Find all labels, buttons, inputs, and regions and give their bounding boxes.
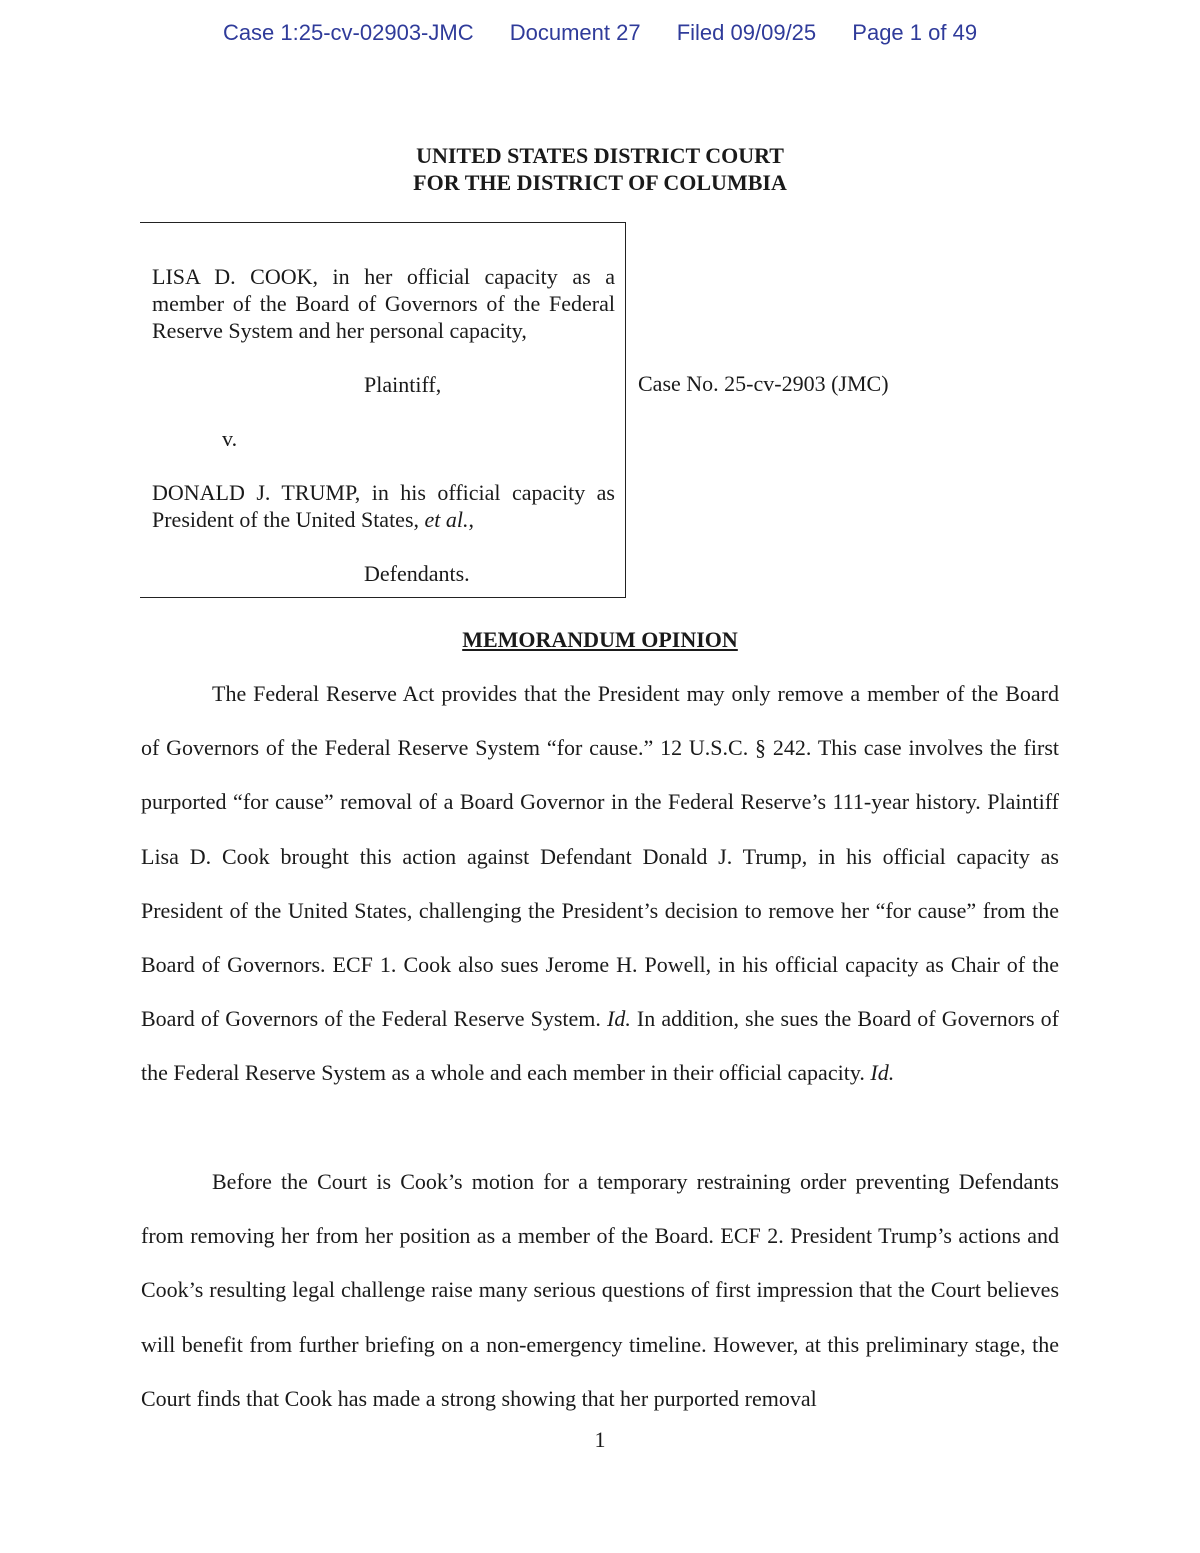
defendant-party-text: DONALD J. TRUMP, in his official capacity as President of the United States, [152,480,615,532]
defendant-party [152,479,615,533]
memorandum-heading: MEMORANDUM OPINION [462,627,738,652]
court-title-line-1: UNITED STATES DISTRICT COURT [416,143,784,168]
et-al-italic: et al. [424,507,469,532]
ecf-document-number: Document 27 [509,20,641,45]
case-caption-box [140,222,626,598]
ecf-filing-header [0,20,1200,46]
defendant-party-comma: , [468,507,475,532]
ecf-page-count: Page 1 of 49 [852,20,978,45]
opinion-paragraph-1 [141,667,1059,1101]
defendant-role: Defendants. [364,561,470,586]
id-citation-1: Id. [607,1006,631,1032]
plaintiff-party: LISA D. COOK, in her official capacity as a member of the Board of Governors of the Federal Reserve System and her personal capacity, [152,264,615,343]
case-number: Case No. 25-cv-2903 (JMC) [638,371,889,396]
page-number: 1 [594,1427,606,1452]
ecf-filed-date: Filed 09/09/25 [676,20,817,45]
court-title-line-2: FOR THE DISTRICT OF COLUMBIA [413,170,787,195]
versus-label: v. [222,426,238,451]
paragraph-1-text-b: In addition, she sues the Board of Governors of the Federal Reserve System as a whole and each member in their official capacity. [141,1006,1059,1086]
paragraph-1-text-a: The Federal Reserve Act provides that the President may only remove a member of the Board of Governors of the Federal Reserve System “for cause.” 12 U.S.C. § 242. This case involves the first purported “for cause” removal of a Board Governor in the Federal Reserve’s 111-year history. Plaintiff Lisa D. Cook brought this action against Defendant Donald J. Trump, in his official capacity as President of the United States, challenging the President’s decision to remove her “for cause” from the Board of Governors. ECF 1. Cook also sues Jerome H. Powell, in his official capacity as Chair of the Board of Governors of the Federal Reserve System. [141,681,1059,1032]
plaintiff-role: Plaintiff, [364,372,442,397]
opinion-paragraph-2: Before the Court is Cook’s motion for a temporary restraining order preventing Defendants from removing her from her position as a member of the Board. ECF 2. President Trump’s actions and Cook’s resulting legal challenge raise many serious questions of first impression that the Court believes will benefit from further briefing on a non-emergency timeline. However, at this preliminary stage, the Court finds that Cook has made a strong showing that her purported removal [141,1169,1059,1411]
court-title [0,142,1200,196]
ecf-case-number: Case 1:25-cv-02903-JMC [222,20,474,45]
id-citation-2: Id. [870,1060,895,1086]
